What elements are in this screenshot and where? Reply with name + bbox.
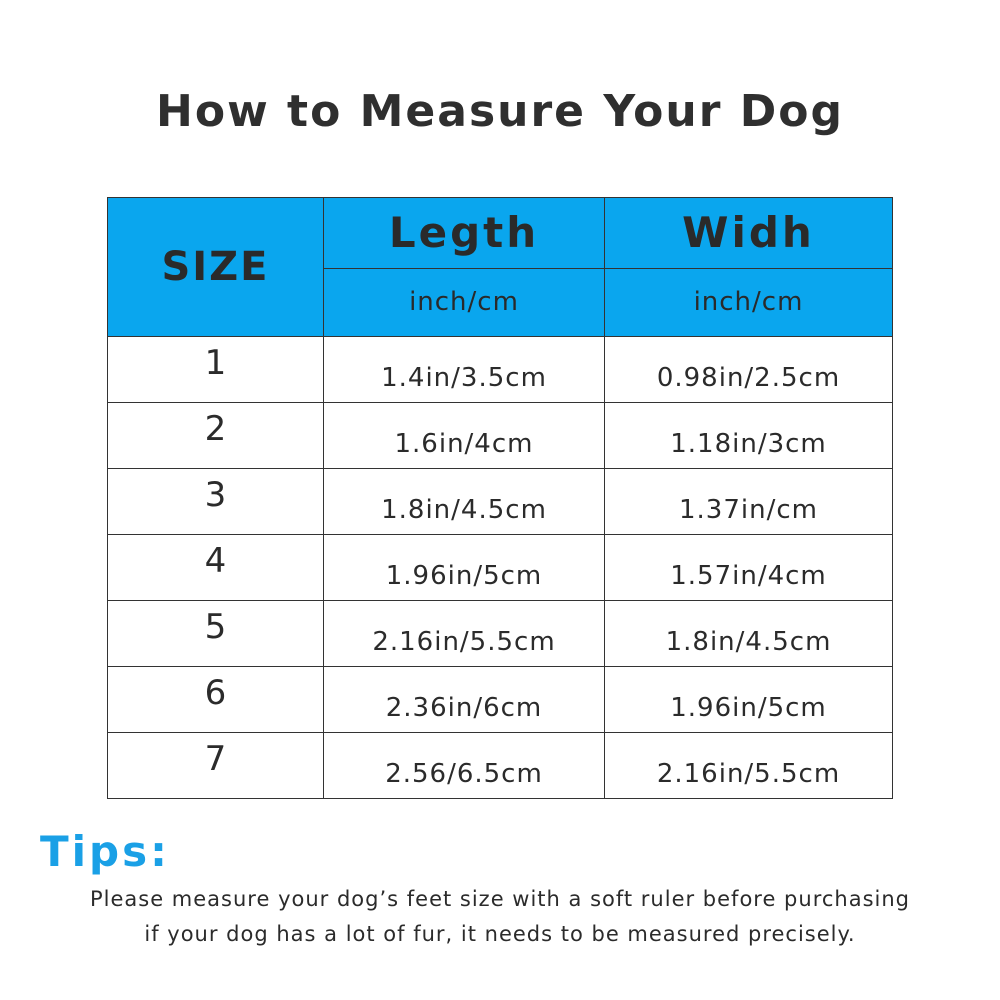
length-cell: 2.16in/5.5cm <box>324 601 605 667</box>
header-width-unit: inch/cm <box>605 268 893 337</box>
table-row <box>108 535 893 601</box>
table-row <box>108 601 893 667</box>
tips-heading: Tips: <box>40 827 170 876</box>
header-width: Widh <box>605 198 893 269</box>
table-row <box>108 337 893 403</box>
width-cell: 2.16in/5.5cm <box>605 733 893 799</box>
header-size: SIZE <box>108 198 324 337</box>
length-cell: 1.4in/3.5cm <box>324 337 605 403</box>
size-cell: 4 <box>108 535 324 601</box>
width-cell: 1.96in/5cm <box>605 667 893 733</box>
page-title: How to Measure Your Dog <box>156 86 844 137</box>
size-chart-table <box>107 197 893 799</box>
size-cell: 2 <box>108 403 324 469</box>
size-cell: 7 <box>108 733 324 799</box>
table-row <box>108 667 893 733</box>
length-cell: 2.56/6.5cm <box>324 733 605 799</box>
width-cell: 1.18in/3cm <box>605 403 893 469</box>
size-cell: 1 <box>108 337 324 403</box>
tips-line-1: Please measure your dog’s feet size with a soft ruler before purchasing <box>89 887 911 911</box>
header-length-unit: inch/cm <box>324 268 605 337</box>
tips-line-2: if your dog has a lot of fur, it needs to be measured precisely. <box>144 922 856 946</box>
table-row <box>108 469 893 535</box>
length-cell: 1.8in/4.5cm <box>324 469 605 535</box>
table-row <box>108 733 893 799</box>
table-header <box>108 198 893 337</box>
header-length: Legth <box>324 198 605 269</box>
width-cell: 1.8in/4.5cm <box>605 601 893 667</box>
table-row <box>108 403 893 469</box>
width-cell: 1.37in/cm <box>605 469 893 535</box>
width-cell: 0.98in/2.5cm <box>605 337 893 403</box>
size-cell: 6 <box>108 667 324 733</box>
size-cell: 3 <box>108 469 324 535</box>
length-cell: 1.6in/4cm <box>324 403 605 469</box>
length-cell: 1.96in/5cm <box>324 535 605 601</box>
length-cell: 2.36in/6cm <box>324 667 605 733</box>
width-cell: 1.57in/4cm <box>605 535 893 601</box>
size-cell: 5 <box>108 601 324 667</box>
table-body <box>108 337 893 799</box>
